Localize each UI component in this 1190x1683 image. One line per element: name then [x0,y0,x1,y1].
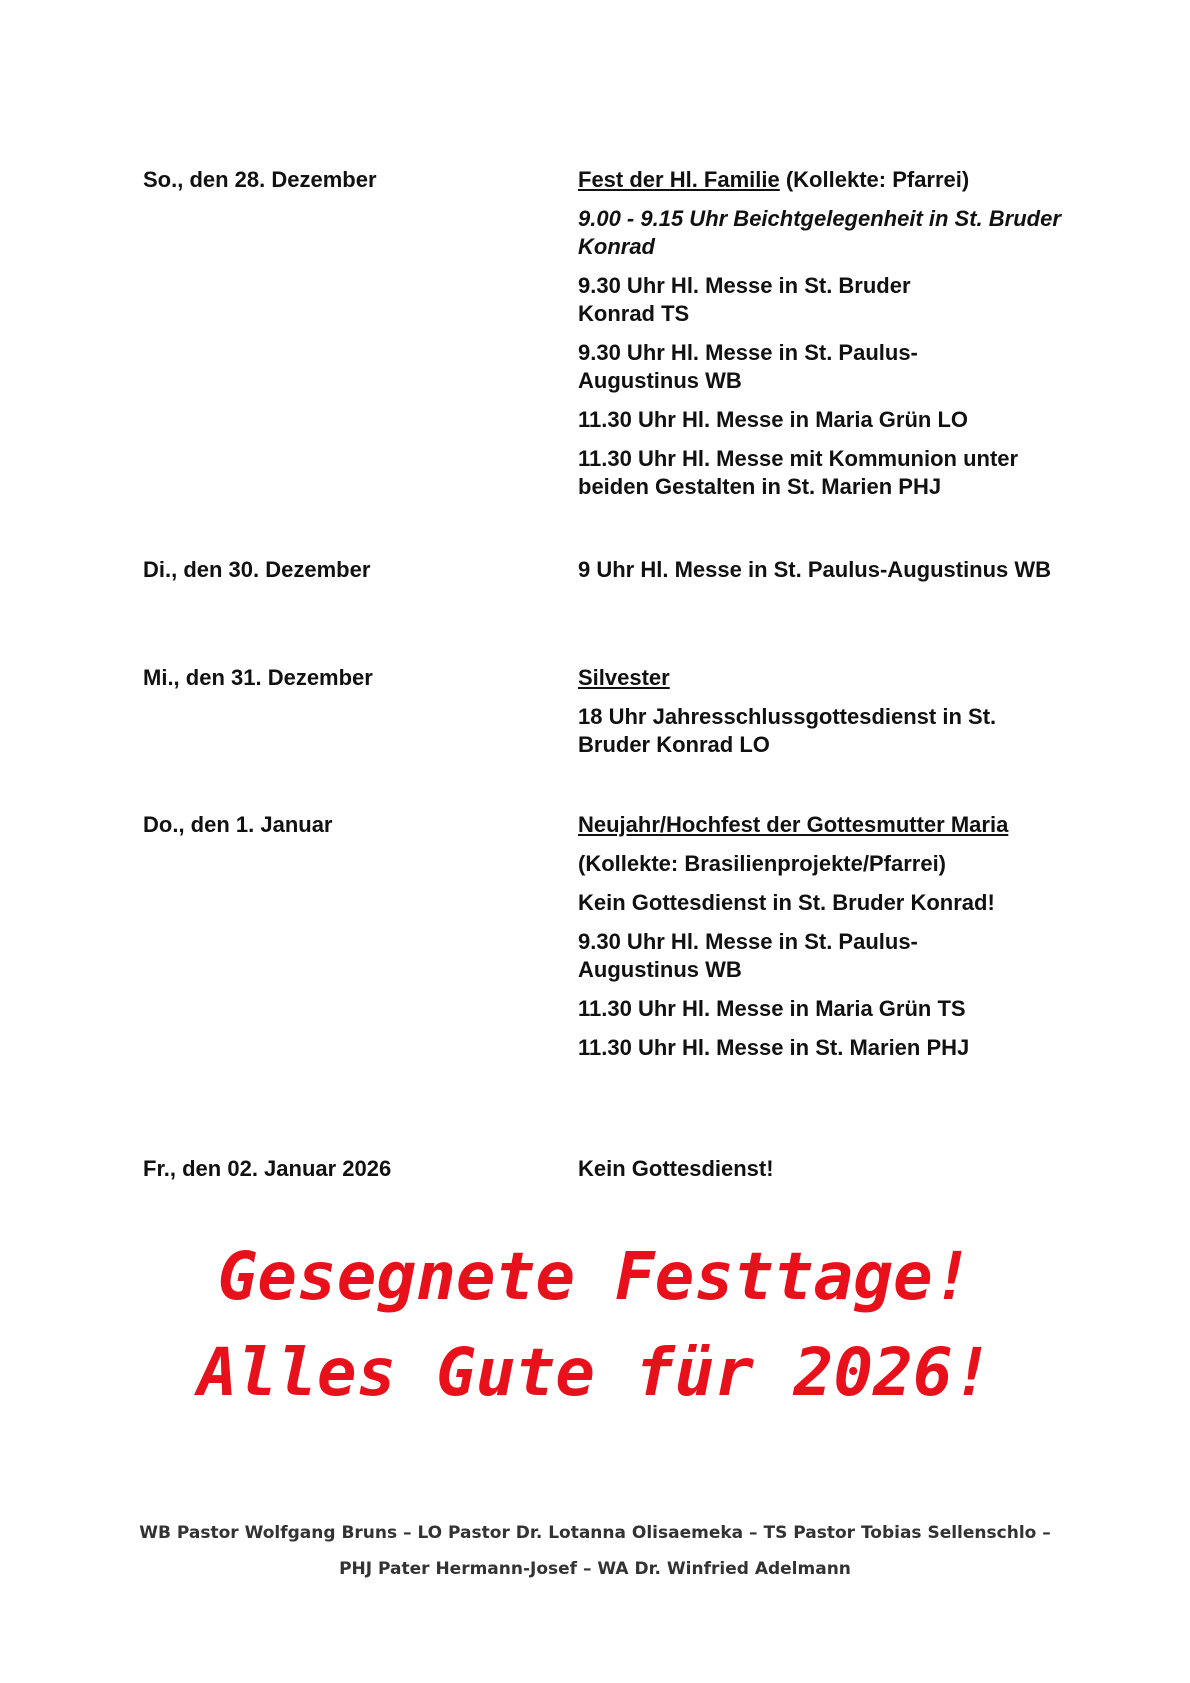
entries-list [578,1155,1068,1194]
entry-feast-title [578,166,1068,194]
entry-mass: 11.30 Uhr Hl. Messe in St. Marien PHJ [578,1035,970,1060]
entry-mass: 11.30 Uhr Hl. Messe in Maria Grün LO [578,407,969,432]
entries-list [578,166,1068,512]
entry-collection: (Kollekte: Brasilienprojekte/Pfarrei) [578,851,947,876]
day-label: Fr., den 02. Januar 2026 [143,1156,392,1181]
day-label: Di., den 30. Dezember [143,557,371,582]
entry-service: 18 Uhr Jahresschlussgottesdienst in St. Bruder Konrad LO [578,704,997,757]
entries-list [578,811,1068,1073]
entry-mass: 9.30 Uhr Hl. Messe in St. Paulus-Augustinus WB [578,929,918,982]
entry-notice: Kein Gottesdienst in St. Bruder Konrad! [578,890,995,915]
greeting-line-2: Alles Gute für 2026! [197,1334,993,1411]
feast-name: Fest der Hl. Familie [578,167,780,192]
entry-notice: Kein Gottesdienst! [578,1156,774,1181]
collection-note: (Kollekte: Pfarrei) [779,167,970,192]
greeting-line-1: Gesegnete Festtage! [217,1238,973,1315]
entry-confession: 9.00 - 9.15 Uhr Beichtgelegenheit in St. Bruder Konrad [578,206,1061,259]
entry-mass: 9.30 Uhr Hl. Messe in St. Bruder Konrad TS [578,273,911,326]
entry-feast-title: Silvester [578,665,670,690]
entries-list [578,556,1068,595]
entries-list [578,664,1068,770]
entry-feast-title: Neujahr/Hochfest der Gottesmutter Maria [578,812,1009,837]
entry-mass: 11.30 Uhr Hl. Messe in Maria Grün TS [578,996,966,1021]
footer-clergy-line-2: PHJ Pater Hermann-Josef – WA Dr. Winfried Adelmann [339,1559,851,1579]
entry-mass: 11.30 Uhr Hl. Messe mit Kommunion unter beiden Gestalten in St. Marien PHJ [578,446,1019,499]
entry-mass: 9.30 Uhr Hl. Messe in St. Paulus-Augustinus WB [578,340,918,393]
footer-clergy-line-1: WB Pastor Wolfgang Bruns – LO Pastor Dr. Lotanna Olisaemeka – TS Pastor Tobias Sellenschlo – [139,1523,1051,1543]
day-label: Mi., den 31. Dezember [143,665,373,690]
entry-mass: 9 Uhr Hl. Messe in St. Paulus-Augustinus WB [578,557,1052,582]
day-label: Do., den 1. Januar [143,812,333,837]
day-label: So., den 28. Dezember [143,167,377,192]
